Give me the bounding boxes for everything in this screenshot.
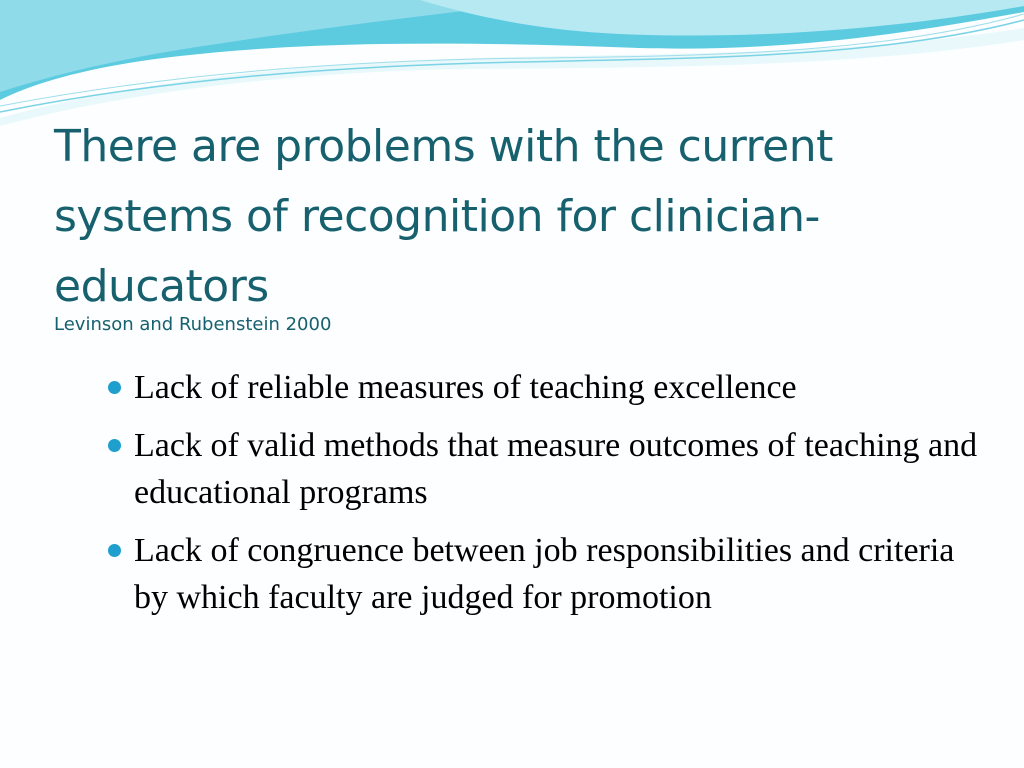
bullet-text: Lack of congruence between job responsibilities and criteria by which faculty are judged for promotion	[134, 532, 955, 616]
slide-subtitle-citation: Levinson and Rubenstein 2000	[54, 314, 332, 335]
bullet-list	[106, 364, 986, 632]
bullet-text: Lack of valid methods that measure outcomes of teaching and educational programs	[134, 427, 978, 511]
bullet-item	[106, 527, 986, 621]
bullet-marker-icon	[108, 381, 121, 394]
header-wave-decoration	[0, 0, 1024, 130]
bullet-text: Lack of reliable measures of teaching excellence	[134, 369, 797, 406]
bullet-marker-icon	[108, 439, 121, 452]
bullet-marker-icon	[108, 544, 121, 557]
slide-title: There are problems with the current systems of recognition for clinician-educators	[54, 121, 833, 312]
bullet-item	[106, 364, 986, 411]
bullet-item	[106, 422, 986, 516]
